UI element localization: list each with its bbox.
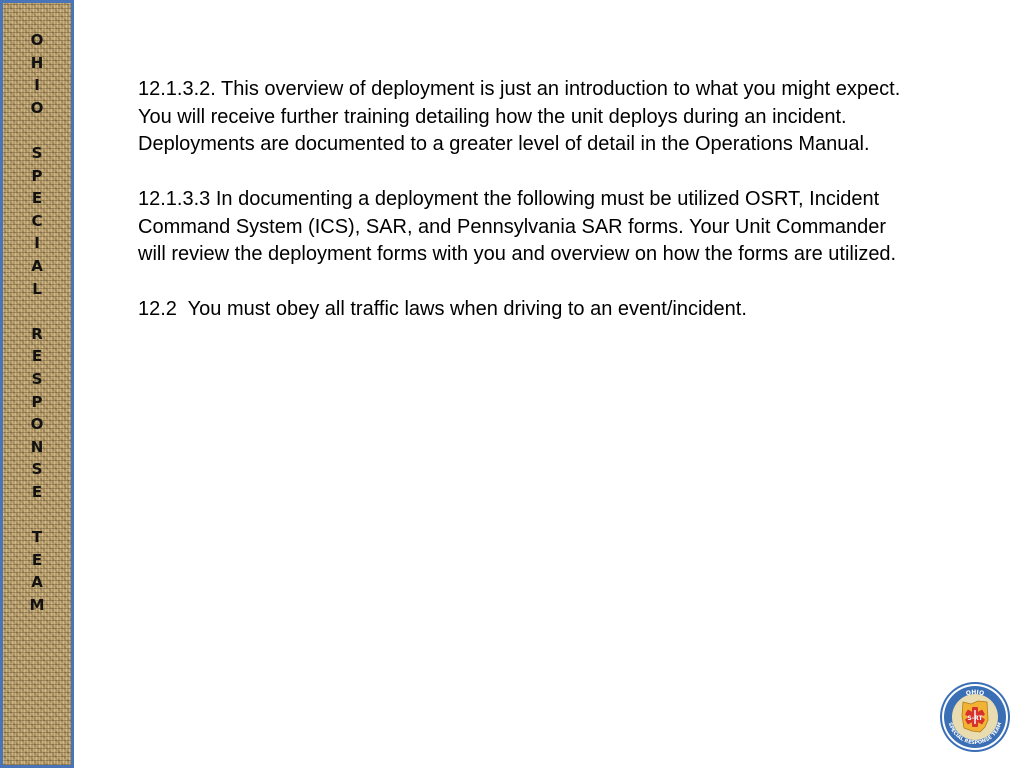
banner-letter: O [30, 415, 44, 434]
paragraph-12-1-3-3: 12.1.3.3 In documenting a deployment the following must be utilized OSRT, Incident Command System (ICS), SAR, and Pennsylvania SAR forms. Your Unit Commander will review the deployment forms with you and overview on how the forms are utilized. [138, 188, 897, 265]
banner-letter: A [31, 573, 43, 592]
side-banner [0, 0, 74, 768]
banner-letter: N [30, 437, 44, 456]
banner-letter: C [31, 211, 43, 230]
banner-letter: E [31, 189, 43, 208]
logo-center-text: S-RT [967, 715, 983, 722]
banner-letter: P [31, 392, 43, 411]
banner-letter: I [34, 76, 40, 95]
paragraph-12-2: 12.2 You must obey all traffic laws when driving to an event/incident. [138, 298, 747, 320]
banner-letter: I [34, 234, 40, 253]
banner-vertical-title [3, 29, 71, 616]
banner-letter: R [31, 324, 43, 343]
osrt-logo-graphic [938, 680, 1012, 754]
banner-letter: A [31, 256, 43, 275]
banner-letter: L [32, 279, 42, 298]
banner-letter: O [30, 31, 44, 49]
logo-top-text: OHIO [965, 688, 985, 698]
banner-letter: P [31, 166, 43, 185]
paragraph-12-1-3-2: 12.1.3.2. This overview of deployment is just an introduction to what you might expect. You will receive further training detailing how the unit deploys during an incident. Deployments are documented to a greater level of detail in the Operations Manual. [138, 78, 912, 155]
banner-letter: S [31, 460, 43, 479]
banner-letter: O [30, 98, 44, 117]
banner-letter: T [31, 528, 43, 547]
banner-letter: S [31, 143, 43, 162]
banner-letter: M [29, 595, 45, 614]
banner-letter: E [31, 347, 43, 366]
banner-letter: E [31, 482, 43, 501]
logo-bottom-text: SPECIAL RESPONSE TEAM [946, 721, 1004, 747]
banner-letter: H [30, 53, 44, 72]
banner-letter: S [31, 369, 43, 388]
banner-letter: E [31, 550, 43, 569]
osrt-logo [938, 680, 1012, 754]
body-text [138, 76, 918, 351]
